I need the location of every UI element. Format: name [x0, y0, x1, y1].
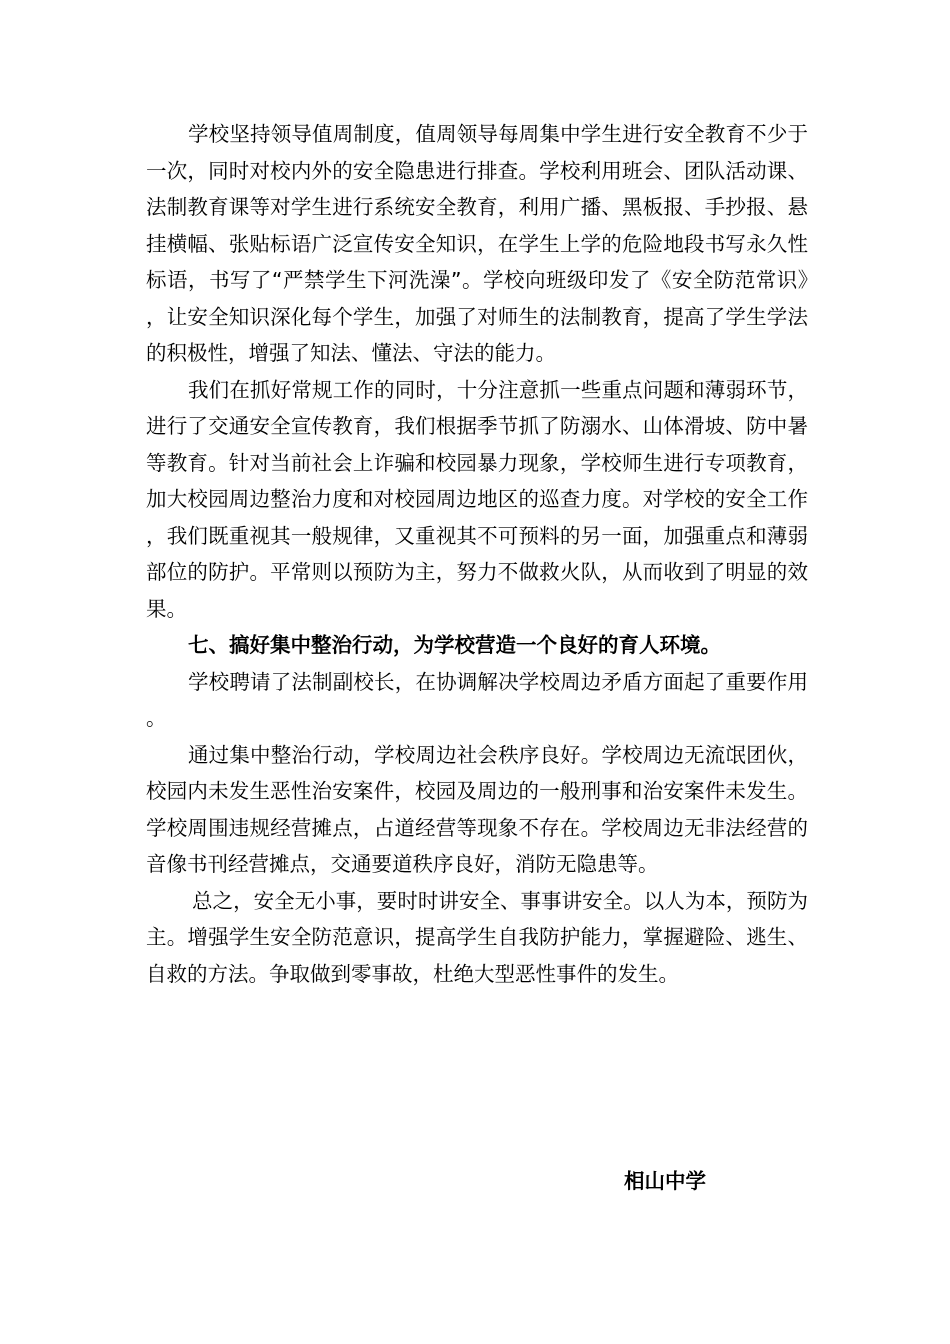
section-heading-seven: 七、搞好集中整治行动，为学校营造一个良好的育人环境。: [188, 633, 721, 657]
paragraph-safety-education: 学校坚持领导值周制度，值周领导每周集中学生进行安全教育不少于一次，同时对校内外的安全隐患进行排查。学校利用班会、团队活动课、法制教育课等对学生进行系统安全教育，利用广播、黑板报、手抄报、悬挂横幅、张贴标语广泛宣传安全知识，在学生上学的危险地段书写永久性标语，书写了“严禁学生下河洗澡”。学校向班级印发了《安全防范常识》，让安全知识深化每个学生，加强了对师生的法制教育，提高了学生学法的积极性，增强了知法、懂法、守法的能力。: [146, 122, 808, 365]
paragraph-rectification-results: 通过集中整治行动，学校周边社会秩序良好。学校周边无流氓团伙，校园内未发生恶性治安案件，校园及周边的一般刑事和治安案件未发生。学校周围违规经营摊点，占道经营等现象不存在。学校周边无非法经营的音像书刊经营摊点，交通要道秩序良好，消防无隐患等。: [146, 742, 808, 876]
paragraph-key-issues: 我们在抓好常规工作的同时，十分注意抓一些重点问题和薄弱环节，进行了交通安全宣传教育，我们根据季节抓了防溺水、山体滑坡、防中暑等教育。针对当前社会上诈骗和校园暴力现象，学校师生进行专项教育，加大校园周边整治力度和对校园周边地区的巡查力度。对学校的安全工作，我们既重视其一般规律，又重视其不可预料的另一面，加强重点和薄弱部位的防护。平常则以预防为主，努力不做救火队，从而收到了明显的效果。: [146, 377, 808, 621]
paragraph-legal-vice-principal: 学校聘请了法制副校长，在协调解决学校周边矛盾方面起了重要作用。: [146, 669, 808, 730]
paragraph-conclusion: 总之，安全无小事，要时时讲安全、事事讲安全。以人为本，预防为主。增强学生安全防范意识，提高学生自我防护能力，掌握避险、逃生、自救的方法。争取做到零事故，杜绝大型恶性事件的发生。: [146, 888, 808, 986]
document-body: [146, 116, 808, 992]
signature-school-name: 相山中学: [624, 1169, 706, 1193]
